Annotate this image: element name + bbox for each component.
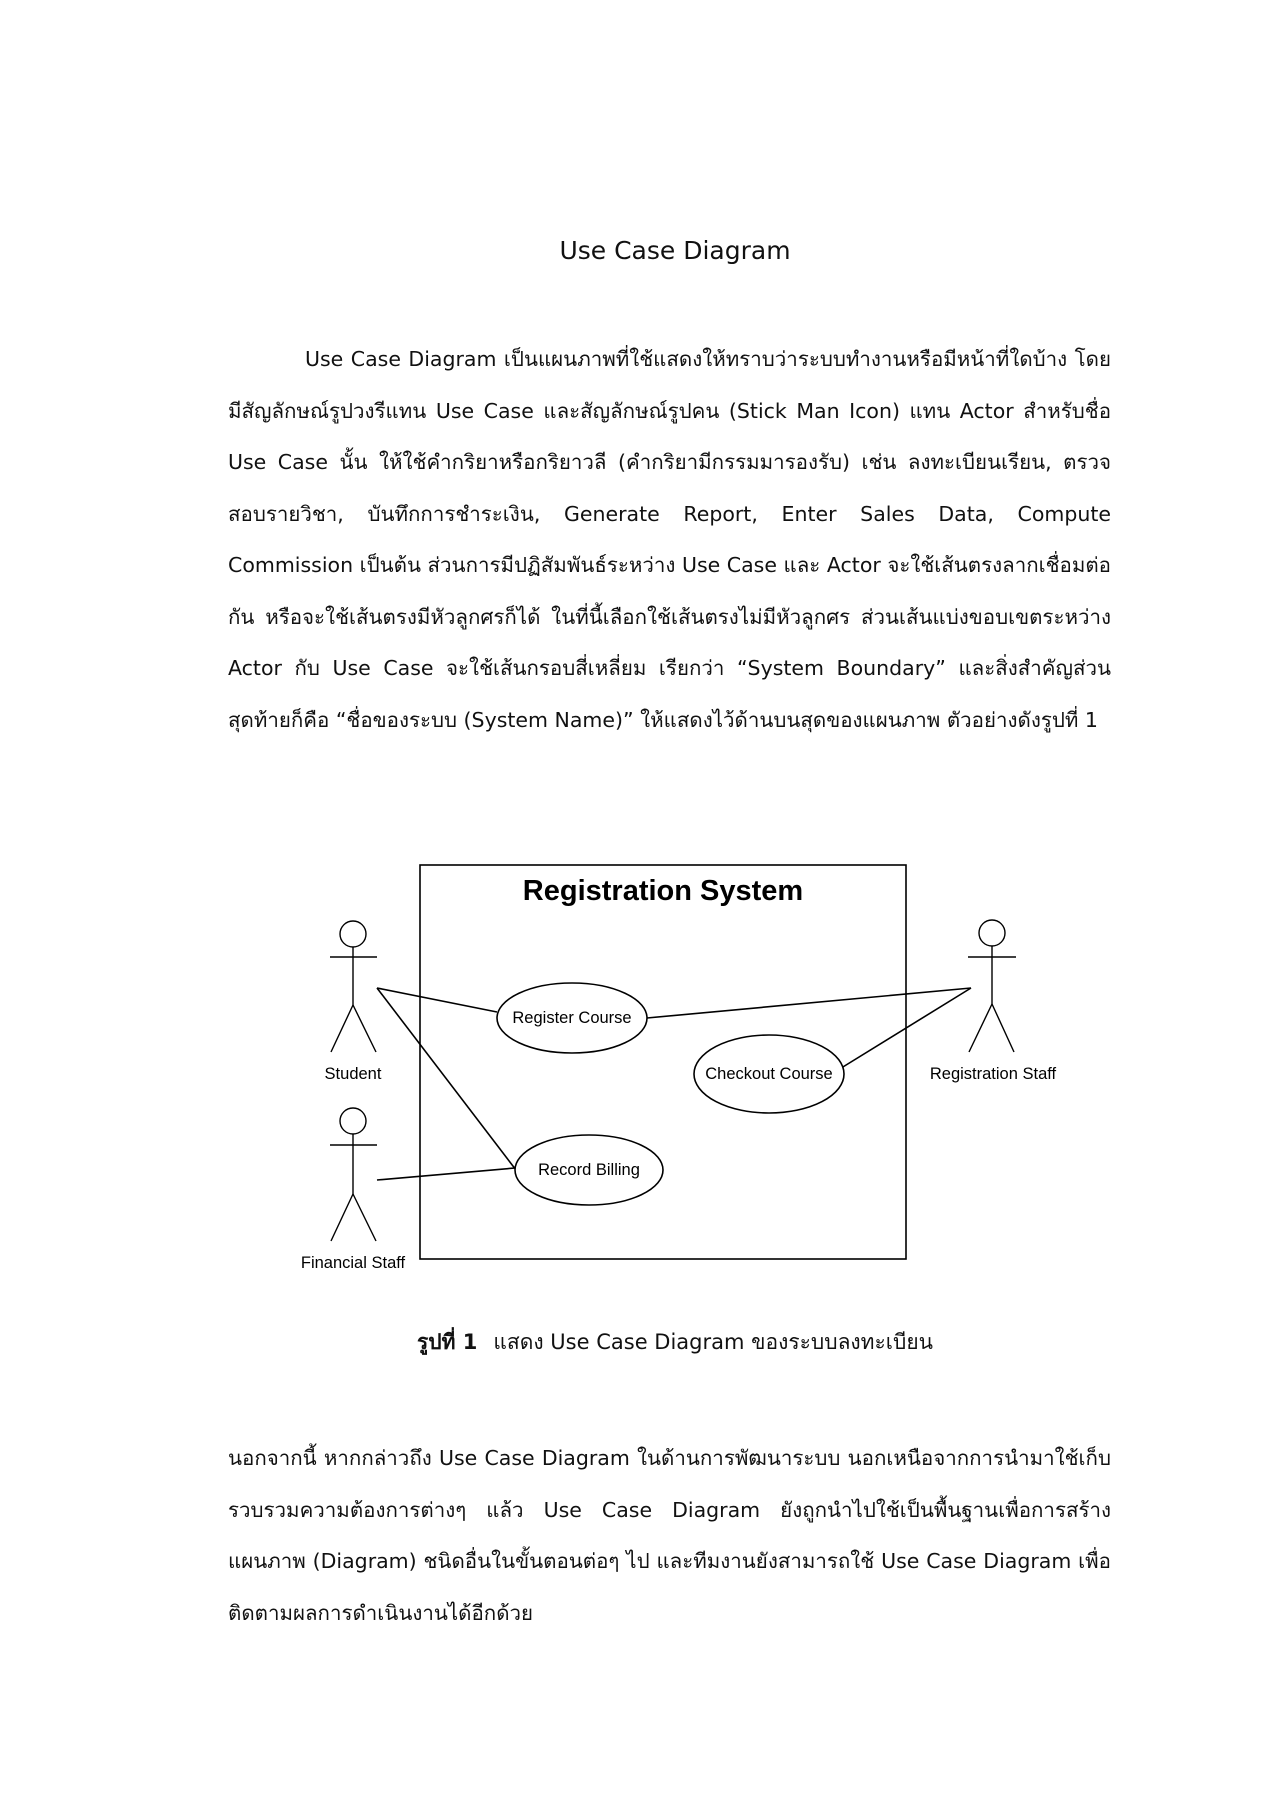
association-student-register (377, 988, 497, 1012)
association-staff-register (647, 988, 971, 1018)
student-actor-icon (330, 921, 377, 1052)
financial-staff-actor-label: Financial Staff (300, 1254, 406, 1272)
figure-caption-text: แสดง Use Case Diagram ของระบบลงทะเบียน (493, 1330, 933, 1354)
system-name: Registration System (522, 875, 804, 907)
use-case-register-course-label: Register Course (512, 1009, 632, 1027)
figure-caption-label: รูปที่ 1 (417, 1330, 478, 1354)
association-student-billing (377, 988, 516, 1170)
financial-staff-actor-icon (330, 1108, 377, 1241)
student-actor-label: Student (324, 1065, 382, 1083)
closing-paragraph: นอกจากนี้ หากกล่าวถึง Use Case Diagram ในด้านการพัฒนาระบบ นอกเหนือจากการนำมาใช้เก็บรวบรวมความต้องการต่างๆ แล้ว Use Case Diagram ยังถูกนำไปใช้เป็นพื้นฐานเพื่อการสร้างแผนภาพ (Diagram) ชนิดอื่นในขั้นตอนต่อๆ ไป และทีมงานยังสามารถใช้ Use Case Diagram เพื่อติดตามผลการดำเนินงานได้อีกด้วย (228, 1446, 1111, 1625)
use-case-record-billing-label: Record Billing (538, 1161, 640, 1179)
registration-staff-actor-icon (968, 920, 1016, 1052)
figure-caption (0, 1326, 1273, 1359)
association-staff-checkout (838, 988, 971, 1070)
page-title: Use Case Diagram (559, 236, 791, 265)
intro-paragraph: Use Case Diagram เป็นแผนภาพที่ใช้แสดงให้ทราบว่าระบบทำงานหรือมีหน้าที่ใดบ้าง โดยมีสัญลักษณ์รูปวงรีแทน Use Case และสัญลักษณ์รูปคน (Stick Man Icon) แทน Actor สำหรับชื่อ Use Case นั้น ให้ใช้คำกริยาหรือกริยาวลี (คำกริยามีกรรมมารองรับ) เช่น ลงทะเบียนเรียน, ตรวจสอบรายวิชา, บันทึกการชำระเงิน, Generate Report, Enter Sales Data, Compute Commission เป็นต้น ส่วนการมีปฏิสัมพันธ์ระหว่าง Use Case และ Actor จะใช้เส้นตรงลากเชื่อมต่อกัน หรือจะใช้เส้นตรงมีหัวลูกศรก็ได้ ในที่นี้เลือกใช้เส้นตรงไม่มีหัวลูกศร ส่วนเส้นแบ่งขอบเขตระหว่าง Actor กับ Use Case จะใช้เส้นกรอบสี่เหลี่ยม เรียกว่า “System Boundary” และสิ่งสำคัญส่วนสุดท้ายก็คือ “ชื่อของระบบ (System Name)” ให้แสดงไว้ด้านบนสุดของแผนภาพ ตัวอย่างดังรูปที่ 1 (228, 347, 1111, 732)
association-financial-billing (377, 1168, 515, 1180)
registration-staff-actor-label: Registration Staff (929, 1065, 1057, 1083)
use-case-checkout-course-label: Checkout Course (705, 1065, 833, 1083)
